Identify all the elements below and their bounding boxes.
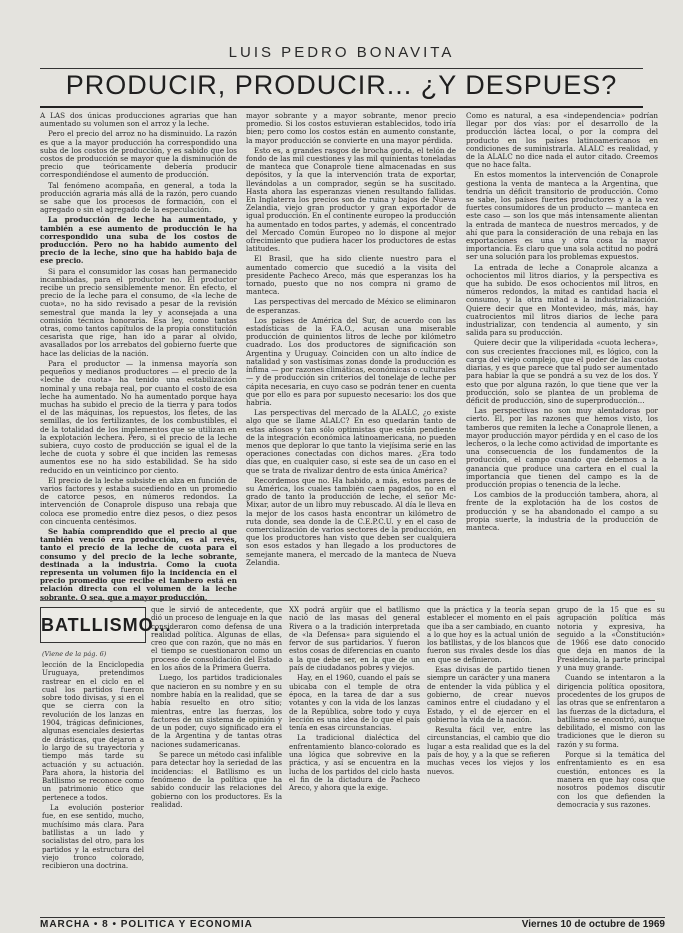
article-column-1 <box>40 111 237 602</box>
paragraph: Pero el precio del arroz no ha disminuido. La razón es que a la mayor producción ha correspondido una suba de los costos de producción, y es sabido que los costos de producción se mayor que la disminución de precio que teóricamente debería producir correspondiéndose el aumento de producción. <box>40 129 237 180</box>
paragraph: Esas divisas de partido tienen siempre un carácter y una manera de entender la vida pública y el gobierno, de crear nuevos caminos entre el ciudadano y el Estado, y el de ejercer en el gobierno la vida de la nación. <box>427 666 550 724</box>
paragraph: grupo de la 15 que es su agrupación política más notoria y expresiva, ha seguido a la «Constitución» de 1966 ese dato conocido que deja en manos de la Presidencia, la parte principal y una muy grande. <box>557 606 665 673</box>
paragraph: Las perspectivas del mercado de México se eliminaron de esperanzas. <box>246 297 456 315</box>
author-byline: LUIS PEDRO BONAVITA <box>228 44 455 61</box>
paragraph: En estos momentos la intervención de Conaprole gestiona la venta de manteca a la Argentina, que tendría un déficit transitorio de producción. Como se sabe, los países fuertes productores y a la vez fuertes consumidores de un producto — manteca en este caso — son los que más intensamente alientan la entrada de manteca de nuestros mercados, y de ahí que para la consideración de una rebaja en las exportaciones es una y otra cosa la mayor importancia. Es claro que una sola actitud no podrá ser una solución para los problemas expuestos. <box>466 170 658 262</box>
article-headline: PRODUCIR, PRODUCIR... ¿Y DESPUES? <box>65 70 618 100</box>
paragraph: La tradicional dialéctica del enfrentamiento blanco-colorado es una lógica que sobrevive en la práctica, y así se encuentra en la lucha de los partidos del ciclo hasta el fin de la dictadura de Pacheco Areco, y ahora que la exige. <box>289 734 420 793</box>
paragraph: Resulta fácil ver, entre las circunstancias, el cambio que dio lugar a esta realidad que es la del país de hoy, y a la que se refieren muchas veces los viejos y los nuevos. <box>427 726 550 776</box>
paragraph: Quiere decir que la viliperidada «cuota lechera», con sus crecientes fracciones mil, es lógico, con la carga del viejo complejo, que el poder de las cuotas diarias, y es que parece que tal pudo ser aumentado para habiar la que se pondrá a su vez de los dos. Y esto que por alguna razón, lo que tiene que ver la producción, solo se plantea de un problema de déficit de producción, sino de superproducción... <box>466 338 658 405</box>
section-title-box: BATLLISMO... <box>40 607 146 643</box>
lower-column-3 <box>289 606 420 915</box>
top-rule <box>40 68 643 69</box>
footer-date: Viernes 10 de octubre de 1969 <box>521 919 665 930</box>
paragraph: A LAS dos únicas producciones agrarias que han aumentado su volumen son el arroz y la leche. <box>40 111 237 129</box>
paragraph: Recordemos que no. Ha habido, a más, estos pares de su América, los cuales también caen pagados, no en el grado de tanto la producción de leche, el señor Mc-Mixar, autor de un libro muy rebuscado. Al día le lleva en la mejor de los casos hasta encontrar un kilómetro de ruta donde, sea donde la de C.E.P.C.U. y en el caso de comercialización de varios sectores de la producción, en que los productores han visto que deben ser cualquiera son esos estados y han llegado a los productores de semejante manera, el mercado de la manteca de Nueva Zelandia. <box>246 475 456 567</box>
paragraph: La producción de leche ha aumentado, y también a ese aumento de producción le ha correspondido una suba de los costos de producción. Pero no ha habido aumento del precio de la leche, sino que ha habido baja de ese precio. <box>40 215 237 266</box>
paragraph: El precio de la leche subsiste en alza en función de varios factores y estaba sucediendo en un promedio de catorce pesos, en números redondos. La intervención de Conaprole dispuso una rebaja que coloca ese promedio entre diez pesos, o diez pesos con cincuenta centésimos. <box>40 475 237 526</box>
paragraph: Las perspectivas del mercado de la ALALC, ¿o existe algo que se llame ALALC? En eso quedarán tanto de estas añosos y tan sólo optimistas que están pendiente de la integración económica latinoamericana, no pueden menos que deplorar lo que tanto la viejísima serie en las operaciones conectadas con dichos mares. ¿Era todo días que, en cualquier caso, si este sea de un caso en el que se trata de rivalizar dentro de esta única América? <box>246 408 456 475</box>
paragraph: Las perspectivas no son muy alentadoras por cierto. El, por las razones que hemos visto, los tamberos que remiten la leche a Conaprole llenen, a mayor producción mayor pérdida y en el caso de los lecheros, o la leche como actividad de importante es una consecuencia de los fundamentos de la producción, el campo cuando que debemos a la ganancia que produce una cartera en el cual la importancia que tienen del campo es la de producción propias o tenencia de la leche. <box>466 406 658 489</box>
article-column-3 <box>466 112 658 596</box>
paragraph: Cuando se intentaron a la dirigencia política opositora, procedentes de los grupos de las otras que se enfrentaron a las fuerzas de la dictadura, el batllismo se encontró, aunque debilitado, el mismo con las tradiciones que le dieron su razón y su forma. <box>557 674 665 749</box>
paragraph: XX podrá argüir que el batllismo nació de las masas del general Rivera o a la tradición interpretada de «la Defensa» para siguiendo el fervor de sus partidarios. Y fueron estos cosas de diferencias en cuanto a la que debe ser, en la que de un país de ciudadanos pobres y viejos. <box>289 606 420 673</box>
paragraph: Tal fenómeno acompaña, en general, a toda la producción agraria más allá de la razón, pero cuando se sabe que los procesos de formación, con el agregado o sin el agregado de la especulación. <box>40 180 237 215</box>
paragraph: La evolución posterior fue, en ese sentido, mucho, muchísimo más clara. Para batllistas a un lado y socialistas del otro, para los partidos y la estructura del viejo tronco colorado, recibieron una doctrina. <box>42 804 144 871</box>
paragraph: lección de la Enciclopedia Uruguaya, pretendimos rastrear en el ciclo en el cual los partidos fueron sobre todo divisas, y si en el que se cierra con la revolución de los lanzas en 1904, trágicas definiciones, algunas esenciales desiertas de drásticas, que dejaron a lo largo de su trayectoria y tiempo más tarde su actuación y su actuación. Para ahora, la historia del Batllismo se reconoce como un patrimonio ético que pertenece a todos. <box>42 661 144 802</box>
lower-column-4 <box>427 606 550 915</box>
paragraph: que la práctica y la teoría sepan establecer el momento en el país que iba a ser cambiado, en cuanto a lo que hoy es la actual unión de los batllistas, y de los blancos que fueron sus rivales desde los días en que se definieron. <box>427 606 550 664</box>
footer-rule <box>40 917 665 918</box>
continued-note: (Viene de la pág. 6) <box>42 650 107 658</box>
paragraph: que le sirvió de antecedente, que dió un proceso de lenguaje en la que consideraron como defensa de una realidad política. Algunas de ellas, creo que con razón, que no más en el tiempo se cuestionaron como un proceso de consolidación del Estado en los años de la Primera Guerra. <box>151 606 282 673</box>
headline-rule <box>40 106 643 108</box>
paragraph: Como es natural, a esa «independencia» podrían llegar por dos vías: por el desarrollo de la producción láctea local, o por la compra del producto en los países latinoamericanos en condiciones de suministrarla. ALALC es realidad, y de la ALALC no dice nada el autor citado. Creemos que no hace falta. <box>466 111 658 170</box>
section-divider <box>40 600 655 601</box>
paragraph: mayor sobrante y a mayor sobrante, menor precio promedio. Si los costos estuvieran establecidos, todo iría bien; pero como los costos están en aumento constante, la mayor producción se convierte en una mayor pérdida. <box>246 111 456 145</box>
footer-publication: MARCHA • 8 • POLITICA Y ECONOMIA <box>40 919 253 930</box>
lower-column-5 <box>557 606 665 915</box>
lower-column-2 <box>151 606 282 915</box>
paragraph: Porque si la temática del enfrentamiento es en esa cuestión, entonces es la manera en que hay cosa que nosotros podemos discutir con los que defienden la democracia y sus razones. <box>557 751 665 809</box>
paragraph: Los cambios de la producción tambera, ahora, al frente de la explotación ha de los costos de producción y se ha abandonado el campo a su propia suerte, la industria de la producción de manteca. <box>466 490 658 532</box>
paragraph: Esto es, a grandes rasgos de brocha gorda, el telón de fondo de las mil cuestiones y las mil quinientas toneladas de manteca que Conaprole tiene almacenadas en sus depósitos, y la que la intervención trata de exportar, llevándolas a un comprador, según se ha suscitado. Hasta ahora las esperanzas vienen resultando fallidas. En Inglaterra los precios son de ruina y bajos de Nueva Zelandia, viejo gran productor y gran exportador de igual producción. En el continente europeo la producción ha aumentado en todos partes, y además, el concentrado del Mercado Común Europeo no lo dispone al mejor ofrecimiento que pudiera hacer los productores de estas latitudes. <box>246 145 456 254</box>
paragraph: Los países de América del Sur, de acuerdo con las estadísticas de la F.A.O., acusan una miserable producción de quinientos litros de leche por kilómetro cuadrado. Los dos productores de significación son Argentina y Uruguay. Coinciden con un alto índice de natalidad y son vastísimas zonas donde la producción es ínfima — por razones climáticas, económicas o culturales — y de producción sin criterios del tonelaje de leche per cápita necesaria, en cuyo caso se podrán tener en cuenta que por ello es para por supuesto necesario: los dos que habría. <box>246 315 456 407</box>
paragraph: Se parece un método casi infalible para detectar hoy la seriedad de las incidencias: el Batllismo es un fenómeno de la política que ha sabido conducir las relaciones del gobierno con los productores. Es la realidad. <box>151 751 282 809</box>
paragraph: La entrada de leche a Conaprole alcanza a ochocientos mil litros diarios, y la perspectiva es que ha subido. De esos ochocientos mil litros, en números redondos, la mitad es cantidad hacia el consumo, y la otra mitad a la industrialización. Quiere decir que en Montevideo, más, más, hay cuatrocientos mil litros diarios de leche para industrializar, con tendencia al aumento, y sin salida para su producción. <box>466 262 658 338</box>
paragraph: Hay, en el 1960, cuando el país se ubicaba con el temple de otra época, en la tarea de dar a sus votantes y con la vida de los lanzas de la República, sobre todo y cuya lección es una idea de lo que el país tenía en esas circunstancias. <box>289 674 420 733</box>
paragraph: El Brasil, que ha sido cliente nuestro para el aumentado comercio que sucedió a la visita del presidente Pacheco Areco, más que esperanzas los ha tornado, puesto que no nos compra ni gramo de manteca. <box>246 254 456 297</box>
paragraph: Se había comprendido que el precio al que también venció era producción, es al revés, tanto el precio de la leche de cuota para el consumo y del precio de la leche sobrante, destinada a la industria. Como la cuota representa un volumen fijo la incidencia en el precio promedio que recibe el tambero está en relación directa con el volumen de la leche sobrante. O sea, que a mayor producción, <box>40 526 237 602</box>
paragraph: Para el productor — la inmensa mayoría son pequeños y medianos productores — el precio de la «leche de cuota» ha tenido una estabilización nominal y una rebaja real, por cuanto el costo de esa leche ha aumentado. No ha aumentado porque haya muchas ha subido el precio de la tierra y para todos el de las máquinas, los repuestos, los fletes, de las semillas, de los fertilizantes, de los combustibles, el de la totalidad de los implementos que se utilizan en la explotación lechera. Pero, si el precio de la leche subiera, cuyo costo de producción se igual el de la leche de cuota y sobre él que inciden las remesas aumentos ese no ha sido estabilidad. Se ha sido reducido en un veinticinco por ciento. <box>40 358 237 475</box>
lower-column-1 <box>42 661 144 915</box>
paragraph: Luego, los partidos tradicionales que nacieron en su nombre y en su nombre había en la realidad, que se había resuelto en otro sitio; mientras, entre las fuerzas, los factores de un sistema de opinión y de un poder, cuyo significado era el de la Argentina y de tantas otras naciones sudamericanas. <box>151 674 282 749</box>
paragraph: Si para el consumidor las cosas han permanecido incambiadas, para el productor no. El productor recibe un precio sensiblemente menor. En efecto, el precio de la leche para el consumo, de «la leche de cuota», no ha sido revisado a pesar de la revisión semestral que manda la ley y aconsejada a una comisión técnica honoraria. Esa ley, como tantas otras, como tantos capítulos de la propia constitución cesarista que rige, han ido a parar al olvido, avasallados por los arrebatos del gobierno fuerte que hace las delicias de la nación. <box>40 266 237 358</box>
article-column-2 <box>246 112 456 596</box>
